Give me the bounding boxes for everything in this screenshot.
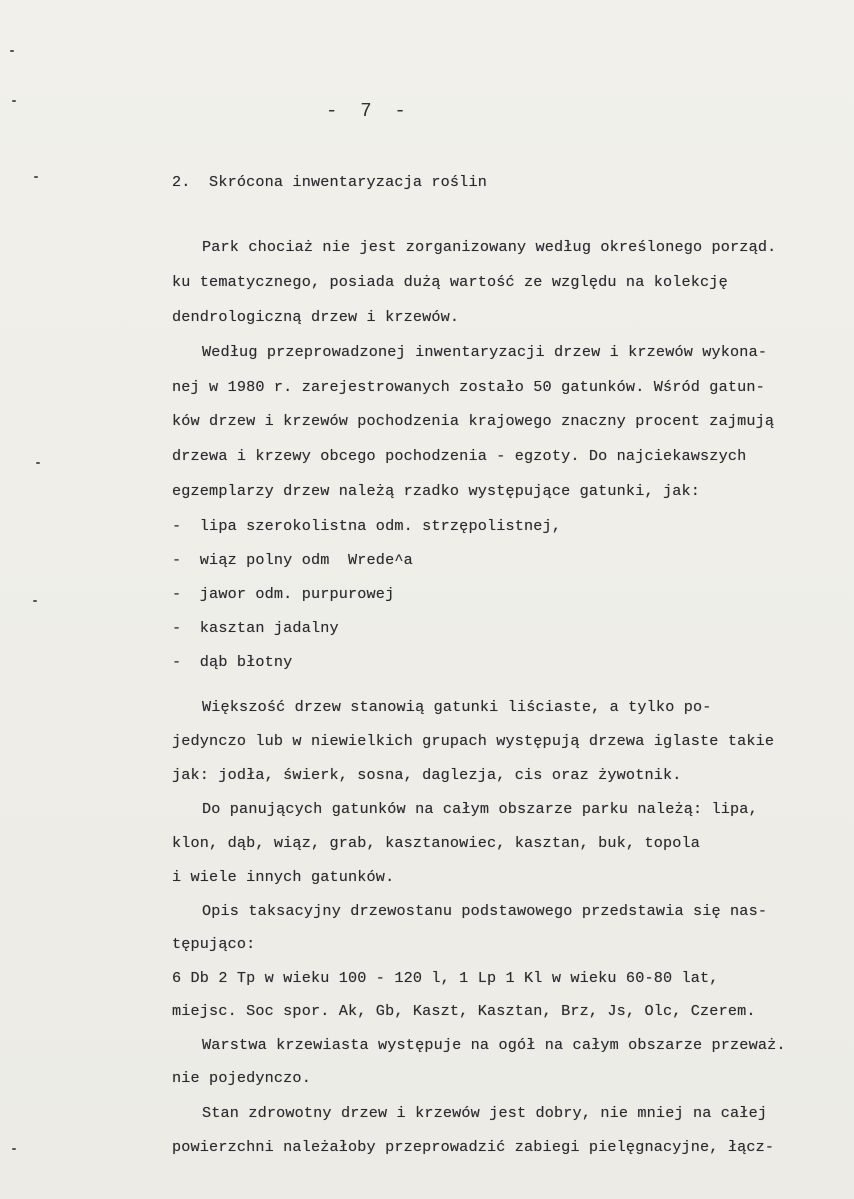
text-line: Warstwa krzewiasta występuje na ogół na całym obszarze przeważ. <box>202 1036 786 1054</box>
text-line: dendrologiczną drzew i krzewów. <box>172 308 460 326</box>
page-number: - 7 - <box>326 100 406 122</box>
text-line: ków drzew i krzewów pochodzenia krajowego znaczny procent zajmują <box>172 412 775 430</box>
text-line: jedynczo lub w niewielkich grupach występują drzewa iglaste takie <box>172 732 775 750</box>
list-item: - wiąz polny odm Wrede^a <box>172 551 413 569</box>
text-line: Opis taksacyjny drzewostanu podstawowego przedstawia się nas- <box>202 902 768 920</box>
list-item: - dąb błotny <box>172 653 293 671</box>
text-line: tępująco: <box>172 935 256 953</box>
text-line: miejsc. Soc spor. Ak, Gb, Kaszt, Kasztan, Brz, Js, Olc, Czerem. <box>172 1002 756 1020</box>
text-line: drzewa i krzewy obcego pochodzenia - egzoty. Do najciekawszych <box>172 447 747 465</box>
text-line: 6 Db 2 Tp w wieku 100 - 120 l, 1 Lp 1 Kl w wieku 60-80 lat, <box>172 969 719 987</box>
text-line: powierzchni należałoby przeprowadzić zabiegi pielęgnacyjne, łącz- <box>172 1138 775 1156</box>
margin-mark <box>33 600 37 602</box>
margin-mark <box>36 462 40 464</box>
margin-mark <box>12 1148 16 1150</box>
margin-mark <box>10 50 14 52</box>
text-line: Większość drzew stanowią gatunki liściaste, a tylko po- <box>202 698 712 716</box>
text-line: Według przeprowadzonej inwentaryzacji drzew i krzewów wykona- <box>202 343 768 361</box>
margin-mark <box>12 100 16 102</box>
text-line: Stan zdrowotny drzew i krzewów jest dobry, nie mniej na całej <box>202 1104 768 1122</box>
text-line: klon, dąb, wiąz, grab, kasztanowiec, kasztan, buk, topola <box>172 834 701 852</box>
text-line: egzemplarzy drzew należą rzadko występujące gatunki, jak: <box>172 482 701 500</box>
section-heading: 2. Skrócona inwentaryzacja roślin <box>172 173 487 191</box>
margin-mark <box>34 176 38 178</box>
text-line: nej w 1980 r. zarejestrowanych zostało 50 gatunków. Wśród gatun- <box>172 378 765 396</box>
text-line: Do panujących gatunków na całym obszarze parku należą: lipa, <box>202 800 758 818</box>
text-line: jak: jodła, świerk, sosna, daglezja, cis oraz żywotnik. <box>172 766 682 784</box>
list-item: - lipa szerokolistna odm. strzępolistnej, <box>172 517 562 535</box>
text-line: nie pojedynczo. <box>172 1069 311 1087</box>
list-item: - kasztan jadalny <box>172 619 339 637</box>
text-line: ku tematycznego, posiada dużą wartość ze względu na kolekcję <box>172 273 728 291</box>
list-item: - jawor odm. purpurowej <box>172 585 395 603</box>
text-line: i wiele innych gatunków. <box>172 868 395 886</box>
text-line: Park chociaż nie jest zorganizowany według określonego porząd. <box>202 238 777 256</box>
